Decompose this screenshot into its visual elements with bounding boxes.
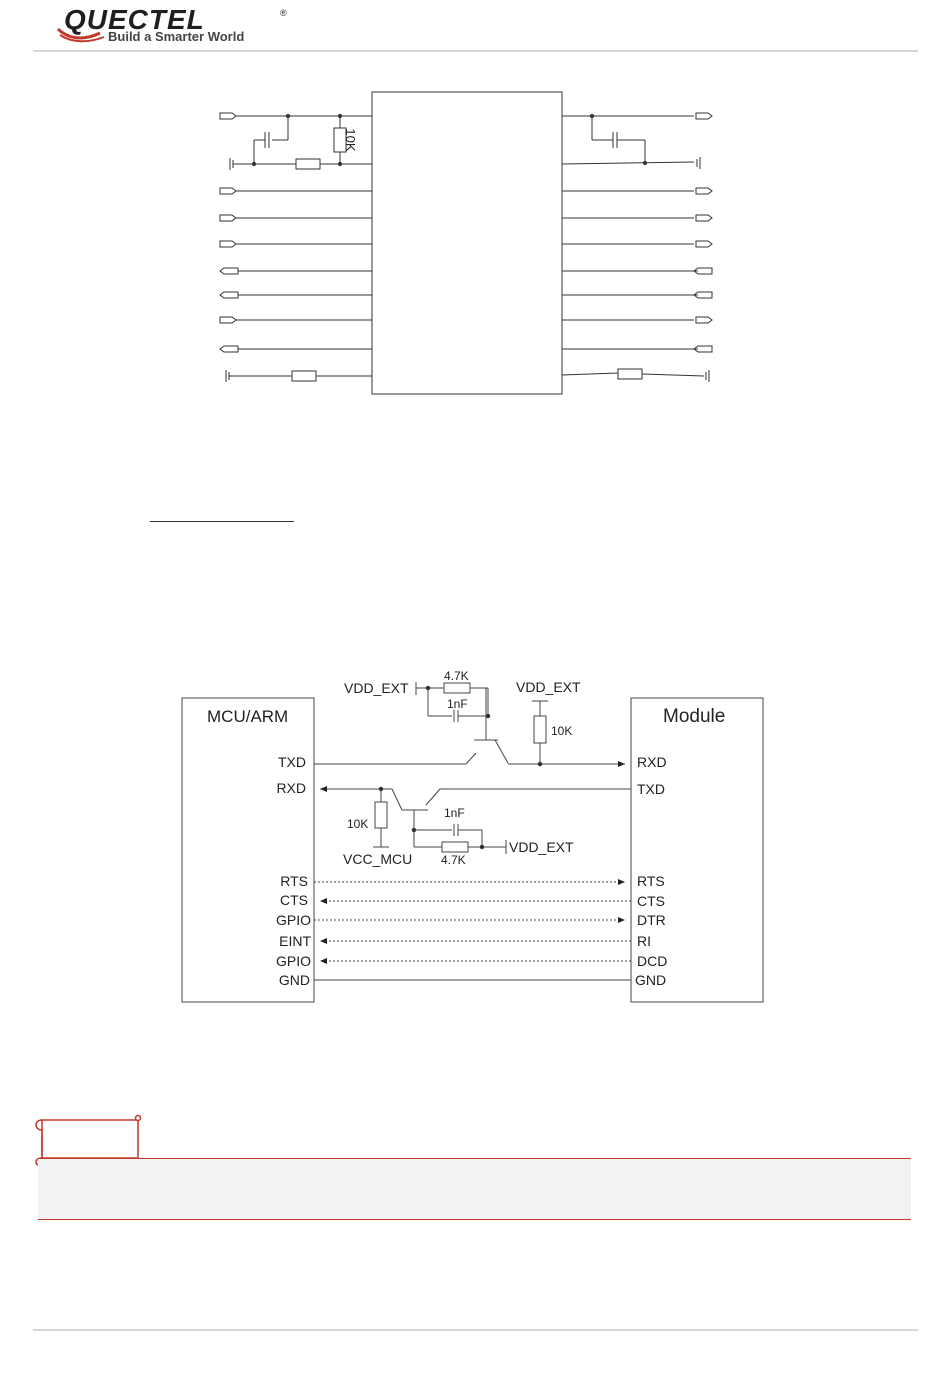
figure-uart-connection-schematic [0, 640, 950, 1020]
resistor-label-top: 4.7K [444, 669, 469, 683]
mcu-pin-label: EINT [279, 933, 311, 949]
mcu-title: MCU/ARM [207, 707, 289, 726]
logo-wordmark: QUECTEL [64, 4, 205, 35]
vdd-ext-label-top-right: VDD_EXT [516, 679, 581, 695]
mcu-pin-label: RXD [276, 780, 306, 796]
module-title: Module [663, 706, 726, 727]
mcu-pin-label: GND [278, 972, 310, 988]
logo-tagline: Build a Smarter World [108, 29, 245, 44]
module-pin-label: GND [635, 972, 667, 988]
cap-label-bottom: 1nF [444, 806, 465, 820]
module-pin-label: CTS [637, 893, 665, 909]
module-pin-label: DTR [637, 912, 666, 928]
footer-divider [33, 1329, 918, 1331]
module-pin-label: RTS [637, 873, 665, 889]
vdd-ext-label-bottom: VDD_EXT [509, 839, 574, 855]
pullup-label-right: 10K [551, 724, 573, 738]
mcu-pin-label: CTS [280, 892, 308, 908]
logo-registered-mark: ® [280, 8, 287, 18]
vdd-ext-label-top-left: VDD_EXT [344, 680, 409, 696]
ic-body [372, 92, 562, 394]
figure-level-translator-schematic [0, 0, 950, 420]
pullup-label-left: 10K [347, 817, 369, 831]
module-pin-label: TXD [637, 781, 665, 797]
mcu-pin-label: RTS [280, 873, 308, 889]
mcu-pin-label: TXD [278, 754, 306, 770]
module-pin-label: RXD [637, 754, 667, 770]
port-left-1 [220, 113, 236, 119]
caption-underline [150, 521, 294, 522]
vcc-mcu-label: VCC_MCU [343, 851, 413, 867]
note-box [38, 1158, 911, 1220]
resistor-label-bottom: 4.7K [441, 853, 466, 867]
resistor-label-10k: 10K [343, 128, 358, 152]
module-pin-label: RI [637, 933, 651, 949]
cap-label-top: 1nF [447, 697, 468, 711]
mcu-pin-label: GPIO [275, 912, 311, 928]
mcu-pin-label: GPIO [275, 953, 311, 969]
module-pin-label: DCD [637, 953, 668, 969]
